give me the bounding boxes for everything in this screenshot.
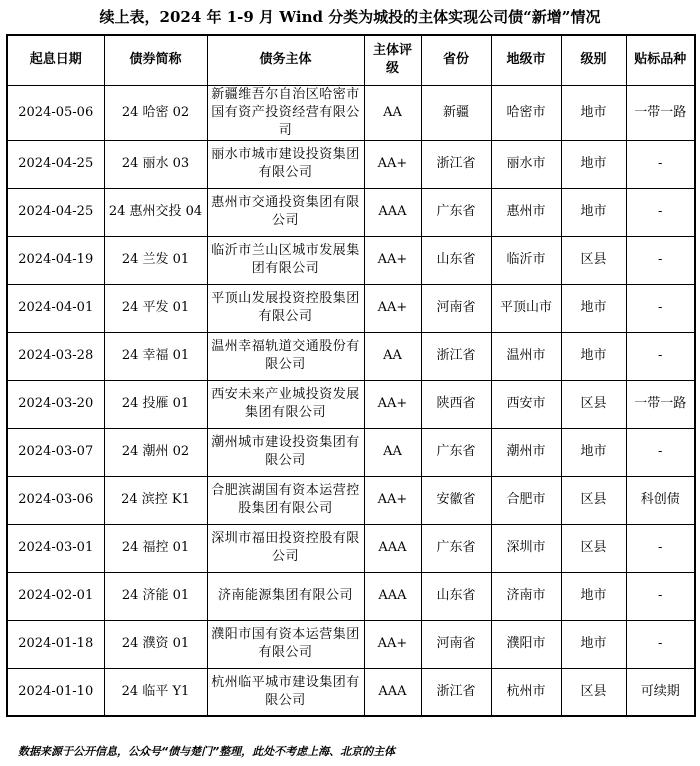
cell-issuer: 潮州城市建设投资集团有限公司 xyxy=(207,428,364,476)
cell-issuer: 新疆维吾尔自治区哈密市国有资产投资经营有限公司 xyxy=(207,85,364,140)
cell-issuer: 合肥滨湖国有资本运营控股集团有限公司 xyxy=(207,476,364,524)
cell-province: 广东省 xyxy=(421,188,491,236)
column-header-admin-level: 级别 xyxy=(561,35,626,85)
footnote: 数据来源于公开信息，公众号“债与楚门”整理，此处不考虑上海、北京的主体 xyxy=(18,745,396,758)
cell-start-date: 2024-05-06 xyxy=(7,85,104,140)
cell-label-type: - xyxy=(626,620,695,668)
cell-label-type: 可续期 xyxy=(626,668,695,716)
cell-issuer-rating: AAA xyxy=(364,188,421,236)
cell-issuer-rating: AA+ xyxy=(364,140,421,188)
cell-start-date: 2024-03-28 xyxy=(7,332,104,380)
cell-label-type: - xyxy=(626,284,695,332)
cell-label-type: - xyxy=(626,332,695,380)
cell-bond-abbr: 24 投雁 01 xyxy=(104,380,207,428)
cell-admin-level: 区县 xyxy=(561,476,626,524)
cell-prefecture-city: 惠州市 xyxy=(491,188,561,236)
cell-issuer-rating: AA+ xyxy=(364,380,421,428)
table-row xyxy=(7,188,695,236)
cell-issuer: 深圳市福田投资控股有限公司 xyxy=(207,524,364,572)
cell-admin-level: 地市 xyxy=(561,140,626,188)
column-header-issuer-rating: 主体评级 xyxy=(364,35,421,85)
cell-admin-level: 区县 xyxy=(561,380,626,428)
cell-province: 安徽省 xyxy=(421,476,491,524)
cell-issuer: 濮阳市国有资本运营集团有限公司 xyxy=(207,620,364,668)
cell-province: 广东省 xyxy=(421,524,491,572)
cell-bond-abbr: 24 濮资 01 xyxy=(104,620,207,668)
cell-admin-level: 地市 xyxy=(561,188,626,236)
cell-bond-abbr: 24 哈密 02 xyxy=(104,85,207,140)
column-header-issuer: 债务主体 xyxy=(207,35,364,85)
cell-start-date: 2024-04-25 xyxy=(7,188,104,236)
cell-issuer-rating: AA+ xyxy=(364,284,421,332)
cell-label-type: - xyxy=(626,188,695,236)
cell-admin-level: 地市 xyxy=(561,332,626,380)
cell-province: 浙江省 xyxy=(421,140,491,188)
cell-start-date: 2024-03-01 xyxy=(7,524,104,572)
cell-label-type: - xyxy=(626,572,695,620)
cell-province: 浙江省 xyxy=(421,332,491,380)
cell-issuer-rating: AAA xyxy=(364,668,421,716)
cell-prefecture-city: 深圳市 xyxy=(491,524,561,572)
cell-admin-level: 区县 xyxy=(561,524,626,572)
column-header-start-date: 起息日期 xyxy=(7,35,104,85)
cell-prefecture-city: 丽水市 xyxy=(491,140,561,188)
cell-issuer-rating: AA xyxy=(364,428,421,476)
cell-start-date: 2024-03-06 xyxy=(7,476,104,524)
cell-prefecture-city: 潮州市 xyxy=(491,428,561,476)
cell-prefecture-city: 温州市 xyxy=(491,332,561,380)
cell-province: 山东省 xyxy=(421,572,491,620)
cell-label-type: 科创债 xyxy=(626,476,695,524)
cell-issuer-rating: AA+ xyxy=(364,236,421,284)
cell-label-type: - xyxy=(626,236,695,284)
cell-admin-level: 地市 xyxy=(561,428,626,476)
cell-issuer: 杭州临平城市建设集团有限公司 xyxy=(207,668,364,716)
table-row xyxy=(7,236,695,284)
cell-label-type: - xyxy=(626,524,695,572)
bond-table xyxy=(6,34,696,717)
table-row xyxy=(7,572,695,620)
cell-admin-level: 地市 xyxy=(561,620,626,668)
table-row xyxy=(7,140,695,188)
cell-label-type: - xyxy=(626,428,695,476)
cell-prefecture-city: 西安市 xyxy=(491,380,561,428)
cell-admin-level: 地市 xyxy=(561,85,626,140)
cell-prefecture-city: 临沂市 xyxy=(491,236,561,284)
column-header-prefecture-city: 地级市 xyxy=(491,35,561,85)
cell-start-date: 2024-03-07 xyxy=(7,428,104,476)
cell-bond-abbr: 24 幸福 01 xyxy=(104,332,207,380)
cell-admin-level: 地市 xyxy=(561,284,626,332)
cell-bond-abbr: 24 滨控 K1 xyxy=(104,476,207,524)
cell-bond-abbr: 24 福控 01 xyxy=(104,524,207,572)
cell-prefecture-city: 濮阳市 xyxy=(491,620,561,668)
cell-prefecture-city: 杭州市 xyxy=(491,668,561,716)
cell-start-date: 2024-04-01 xyxy=(7,284,104,332)
cell-start-date: 2024-01-18 xyxy=(7,620,104,668)
cell-province: 河南省 xyxy=(421,620,491,668)
cell-prefecture-city: 济南市 xyxy=(491,572,561,620)
cell-start-date: 2024-04-25 xyxy=(7,140,104,188)
cell-label-type: 一带一路 xyxy=(626,380,695,428)
cell-bond-abbr: 24 兰发 01 xyxy=(104,236,207,284)
cell-admin-level: 地市 xyxy=(561,572,626,620)
column-header-province: 省份 xyxy=(421,35,491,85)
table-row xyxy=(7,620,695,668)
cell-issuer-rating: AA xyxy=(364,85,421,140)
cell-bond-abbr: 24 丽水 03 xyxy=(104,140,207,188)
table-row xyxy=(7,284,695,332)
cell-bond-abbr: 24 潮州 02 xyxy=(104,428,207,476)
cell-issuer: 济南能源集团有限公司 xyxy=(207,572,364,620)
cell-bond-abbr: 24 济能 01 xyxy=(104,572,207,620)
table-header-row xyxy=(7,35,695,85)
cell-start-date: 2024-02-01 xyxy=(7,572,104,620)
cell-prefecture-city: 合肥市 xyxy=(491,476,561,524)
cell-label-type: 一带一路 xyxy=(626,85,695,140)
table-row xyxy=(7,85,695,140)
cell-prefecture-city: 哈密市 xyxy=(491,85,561,140)
cell-issuer: 温州幸福轨道交通股份有限公司 xyxy=(207,332,364,380)
cell-issuer: 惠州市交通投资集团有限公司 xyxy=(207,188,364,236)
cell-issuer: 临沂市兰山区城市发展集团有限公司 xyxy=(207,236,364,284)
cell-bond-abbr: 24 平发 01 xyxy=(104,284,207,332)
cell-issuer-rating: AAA xyxy=(364,524,421,572)
cell-province: 河南省 xyxy=(421,284,491,332)
cell-issuer-rating: AA+ xyxy=(364,620,421,668)
cell-province: 陕西省 xyxy=(421,380,491,428)
cell-bond-abbr: 24 惠州交投 04 xyxy=(104,188,207,236)
table-row xyxy=(7,428,695,476)
cell-issuer: 丽水市城市建设投资集团有限公司 xyxy=(207,140,364,188)
table-row xyxy=(7,380,695,428)
cell-admin-level: 区县 xyxy=(561,668,626,716)
cell-start-date: 2024-03-20 xyxy=(7,380,104,428)
cell-bond-abbr: 24 临平 Y1 xyxy=(104,668,207,716)
column-header-label-type: 贴标品种 xyxy=(626,35,695,85)
cell-issuer: 平顶山发展投资控股集团有限公司 xyxy=(207,284,364,332)
cell-issuer-rating: AA+ xyxy=(364,476,421,524)
cell-province: 浙江省 xyxy=(421,668,491,716)
table-body xyxy=(7,85,695,716)
column-header-bond-abbr: 债券简称 xyxy=(104,35,207,85)
cell-start-date: 2024-04-19 xyxy=(7,236,104,284)
table-row xyxy=(7,524,695,572)
cell-issuer: 西安未来产业城投资发展集团有限公司 xyxy=(207,380,364,428)
table-row xyxy=(7,332,695,380)
cell-province: 山东省 xyxy=(421,236,491,284)
cell-prefecture-city: 平顶山市 xyxy=(491,284,561,332)
cell-issuer-rating: AAA xyxy=(364,572,421,620)
cell-label-type: - xyxy=(626,140,695,188)
table-row xyxy=(7,476,695,524)
table-row xyxy=(7,668,695,716)
cell-province: 广东省 xyxy=(421,428,491,476)
cell-admin-level: 区县 xyxy=(561,236,626,284)
cell-province: 新疆 xyxy=(421,85,491,140)
page-title: 续上表，2024 年 1-9 月 Wind 分类为城投的主体实现公司债“新增”情况 xyxy=(99,8,601,26)
cell-issuer-rating: AA xyxy=(364,332,421,380)
cell-start-date: 2024-01-10 xyxy=(7,668,104,716)
